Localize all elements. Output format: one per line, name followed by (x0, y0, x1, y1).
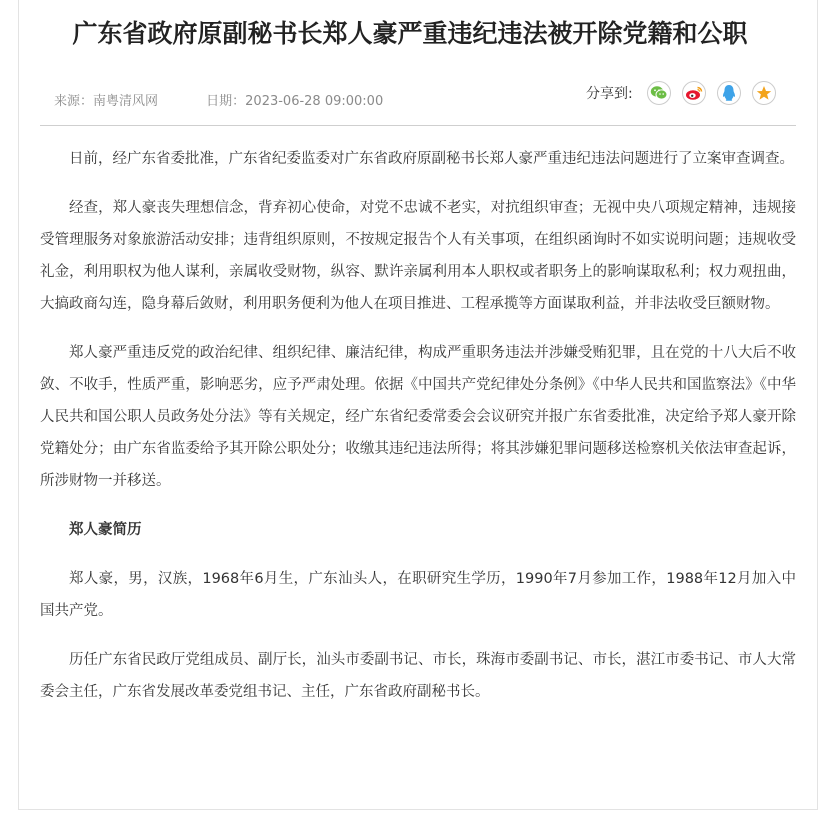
article-source: 来源：南粤清风网 (54, 94, 159, 109)
share-qq-button[interactable] (717, 81, 741, 105)
wechat-icon (650, 85, 668, 101)
article-body (40, 143, 796, 725)
share-label: 分享到: (586, 86, 633, 102)
paragraph: 历任广东省民政厅党组成员、副厅长，汕头市委副书记、市长，珠海市委副书记、市长，湛江市委书记、市人大常委会主任，广东省发展改革委党组书记、主任，广东省政府副秘书长。 (40, 652, 796, 700)
article-meta (54, 90, 383, 109)
qq-icon (721, 84, 737, 102)
share-weibo-button[interactable] (682, 81, 706, 105)
star-icon (756, 85, 772, 101)
weibo-icon (685, 85, 703, 101)
share-bar (586, 80, 787, 106)
paragraph: 日前，经广东省委批准，广东省纪委监委对广东省政府原副秘书长郑人豪严重违纪违法问题进行了立案审查调查。 (69, 151, 794, 167)
section-heading: 郑人豪简历 (69, 522, 142, 538)
paragraph: 郑人豪，男，汉族，1968年6月生，广东汕头人，在职研究生学历，1990年7月参加工作，1988年12月加入中国共产党。 (40, 571, 796, 619)
paragraph: 经查，郑人豪丧失理想信念，背弃初心使命，对党不忠诚不老实，对抗组织审查；无视中央八项规定精神，违规接受管理服务对象旅游活动安排；违背组织原则，不按规定报告个人有关事项，在组织函询时不如实说明问题；违规收受礼金，利用职权为他人谋利，亲属收受财物，纵容、默许亲属利用本人职权或者职务上的影响谋取私利；权力观扭曲，大搞政商勾连，隐身幕后敛财，利用职务便利为他人在项目推进、工程承揽等方面谋取利益，并非法收受巨额财物。 (40, 200, 796, 312)
paragraph: 郑人豪严重违反党的政治纪律、组织纪律、廉洁纪律，构成严重职务违法并涉嫌受贿犯罪，且在党的十八大后不收敛、不收手，性质严重，影响恶劣，应予严肃处理。依据《中国共产党纪律处分条例》《中华人民共和国监察法》《中华人民共和国公职人员政务处分法》等有关规定，经广东省纪委常委会会议研究并报广东省委批准，决定给予郑人豪开除党籍处分；由广东省监委给予其开除公职处分；收缴其违纪违法所得；将其涉嫌犯罪问题移送检察机关依法审查起诉，所涉财物一并移送。 (40, 345, 796, 489)
article-title: 广东省政府原副秘书长郑人豪严重违纪违法被开除党籍和公职 (72, 19, 748, 48)
header-divider (40, 125, 796, 126)
share-wechat-button[interactable] (647, 81, 671, 105)
article-date: 日期：2023-06-28 09:00:00 (206, 94, 384, 109)
share-favorite-button[interactable] (752, 81, 776, 105)
